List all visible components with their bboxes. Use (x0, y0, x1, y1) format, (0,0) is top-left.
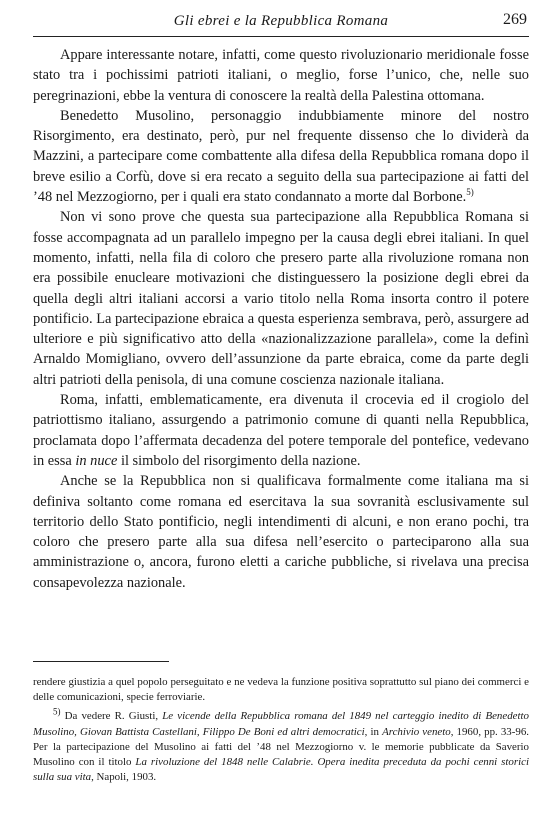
paragraph-5 (33, 471, 529, 593)
footnote-text: , in (364, 725, 379, 738)
running-title: Gli ebrei e la Repubblica Romana (173, 13, 389, 29)
footnote-text: , 1960, pp. 33-96. Per la partecipazione del Musolino ai fatti del ’48 nel Mezzogiorno v. le memorie pubblicate da Saverio Musolino con il titolo (33, 725, 529, 769)
footnote-title: Le vicende della Repubblica romana del 1849 nel carteggio inedito di Benedetto Musolino, Giovan Battista Castellani, Filippo De Boni ed altri democratici (33, 710, 529, 738)
paragraph-text: Anche se la Repubblica non si qualificava formalmente come italiana ma si definiva soltanto come romana ed esercitava la sua sovranità esclusivamente sul territorio dello Stato pontificio, negli intendimenti di alcuni, e non erano pochi, tra coloro che presero parte alla sua difesa nell’esercito o parteciparono alla sua amministrazione o, ancora, furono eletti a cariche pubbliche, si rivelava una precisa consapevolezza nazionale. (33, 473, 529, 591)
paragraph-text: Roma, infatti, emblematicamente, era divenuta il crocevia ed il crogiolo del patriottismo italiano, assurgendo a patrimonio comune di quanti nella Repubblica, proclamata dopo l’affermata decadenza del potere temporale del pontefice, vedevano in essa (33, 392, 529, 469)
paragraph-4 (33, 390, 529, 471)
paragraph-text: Appare interessante notare, infatti, come questo rivoluzionario meridionale fosse stato tra i pochissimi patrioti italiani, o meglio, forse l’unico, che, nelle suo peregrinazioni, ebbe la ventura di conoscere la realtà della Palestina ottomana. (33, 47, 529, 104)
paragraph-text: Benedetto Musolino, personaggio indubbiamente minore del nostro Risorgimento, era destinato, però, pur nel frequente dissenso che lo dividerà da Mazzini, a partecipare come combattente alla difesa della Repubblica romana dopo il breve esilio a Corfù, dove si era recato a seguito della sua partecipazione ai fatti del ’48 nel Mezzogiorno, per i quali era stato condannato a morte dal Borbone. (33, 107, 529, 206)
paragraph-1 (33, 45, 529, 106)
footnote-continuation: rendere giustizia a quel popolo perseguitato e ne vedeva la funzione positiva soprattutto sul piano dei commerci e delle comunicazioni, specie ferroviarie. (33, 676, 529, 704)
paragraph-2 (33, 106, 529, 207)
paragraph-3 (33, 207, 529, 390)
paragraph-text: Non vi sono prove che questa sua partecipazione alla Repubblica Romana si fosse accompagnata ad un parallelo impegno per la causa degli ebrei italiani. In quel momento, infatti, nella fila di coloro che presero parte alla rivoluzione romana non era possibile enucleare motivazioni che distinguessero la posizione degli ebrei da quella degli altri italiani accorsi a vario titolo nella Roma insorta contro il potere pontificio. La partecipazione ebraica a questa esperienza sembrava, però, assurgere ad ulteriore e più significativo atto della «nazionalizzazione parallela», come la definì Arnaldo Momigliano, ovvero dell’assunzione da parte ebraica, come da parte degli altri patrioti della penisola, di una comune coscienza nazionale italiana. (33, 209, 529, 388)
footnotes (33, 675, 529, 785)
running-head (33, 10, 529, 37)
paragraph-text: il simbolo del risorgimento della nazione. (117, 452, 361, 469)
italic-phrase: in nuce (75, 452, 118, 469)
footnote-journal: Archivio veneto (382, 725, 451, 738)
page-number: 269 (503, 11, 527, 28)
footnote-ref: 5) (466, 187, 474, 198)
footnote-title: La rivoluzione del 1848 nelle Calabrie. Opera inedita preceduta da pochi cenni storici sulla sua vita (33, 756, 529, 784)
footnote-rule (33, 661, 169, 662)
footnote-text: Da vedere R. Giusti, (64, 710, 159, 723)
footnote-5 (33, 706, 529, 785)
body-text (33, 45, 529, 593)
footnote-text: , Napoli, 1903. (91, 771, 157, 784)
footnote-marker: 5) (53, 706, 61, 717)
